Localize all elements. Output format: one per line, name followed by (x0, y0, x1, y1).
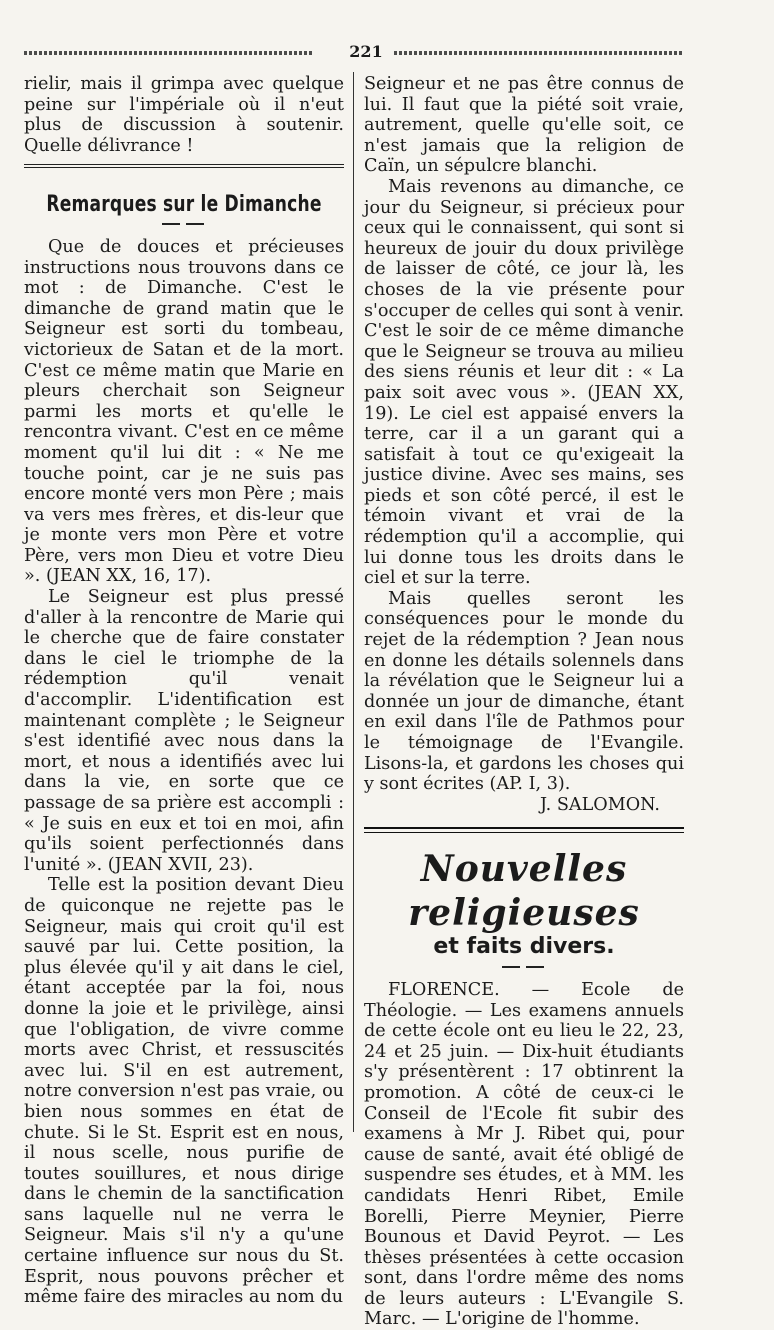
page-number: 221 (349, 42, 383, 61)
news-subheading: et faits divers. (433, 934, 615, 960)
header-ornament-left (24, 51, 314, 55)
article-paragraph: Telle est la position devant Dieu de quiconque ne rejette pas le Seigneur, mais qui croit qu'il est sauvé par lui. Cette position, la plus élevée qu'il y ait dans le ciel, étant acceptée par la foi, nous donne la joie et le privilège, ainsi que l'obligation, de vivre comme morts avec Christ, et ressuscités avec lui. S'il en est autrement, notre conversion n'est pas vraie, ou bien nous sommes en état de chute. Si le St. Esprit est en nous, il nous scelle, nous purifie de toutes souillures, et nous dirige dans le chemin de la sanctification sans laquelle nul ne verra le Seigneur. Mais s'il n'y a qu'une certaine influence sur nous du St. Esprit, nous pouvons prêcher et même faire des miracles au nom du (24, 875, 344, 1308)
article-paragraph: Mais quelles seront les conséquences pour le monde du rejet de la rédemption ? Jean nous en donne les détails solennels dans la révélation que le Seigneur lui a donnée un jour de dimanche, étant en exil dans l'île de Pathmos pour le témoignage de l'Evangile. Lisons-la, et gardons les choses qui y sont écrites (AP. I, 3). (364, 588, 684, 795)
article-paragraph: Le Seigneur est plus pressé d'aller à la rencontre de Marie qui le cherche que de faire constater dans le ciel le triomphe de la rédemption qu'il venait d'accomplir. L'identification est maintenant complète ; le Seigneur s'est identifié avec nous dans la mort, et nous a identifiés avec lui dans la vie, en sorte que ce passage de sa prière est accompli : « Je suis en eux et toi en moi, afin qu'ils soient perfectionnés dans l'unité ». (JEAN XVII, 23). (24, 587, 344, 875)
header-ornament-right (394, 51, 684, 55)
article-title: Remarques sur le Dimanche (46, 191, 322, 217)
section-rule (24, 164, 344, 168)
news-paragraph: FLORENCE. — Ecole de Théologie. — Les examens annuels de cette école ont eu lieu le 22, 23, 24 et 25 juin. — Dix-huit étudiants s'y présentèrent : 17 obtinrent la promotion. A côté de ceux-ci le Conseil de l'Ecole fit subir des examens à Mr J. Ribet qui, pour cause de santé, avait été obligé de suspendre ses études, et à MM. les candidats Henri Ribet, Emile Borelli, Pierre Meynier, Pierre Bounous et David Peyrot. — Les thèses présentées à cette occasion sont, dans l'ordre même des noms de leurs auteurs : L'Evangile S. Marc. — L'origine de l'homme. (364, 979, 684, 1330)
section-rule (364, 827, 684, 833)
news-heading: Nouvelles religieuses (408, 848, 640, 935)
title-dash-rule (502, 966, 546, 968)
continued-text: rielir, mais il grimpa avec quelque peine sur l'impériale où il n'eut plus de discussion à soutenir. Quelle délivrance ! (24, 74, 344, 156)
continued-text: Seigneur et ne pas être connus de lui. Il faut que la piété soit vraie, autrement, quelle qu'elle soit, ce n'est jamais que la religion de Caïn, un sépulcre blanchi. (364, 74, 684, 177)
right-column (364, 74, 684, 1330)
left-column (24, 74, 344, 1308)
page-header (24, 44, 684, 60)
title-dash-rule (162, 223, 206, 225)
column-divider (353, 72, 354, 1132)
author-signature: J. SALOMON. (539, 794, 660, 815)
article-paragraph: Que de douces et précieuses instructions nous trouvons dans ce mot : de Dimanche. C'est le dimanche de grand matin que le Seigneur est sorti du tombeau, victorieux de Satan et de la mort. C'est ce même matin que Marie en pleurs cherchait son Seigneur parmi les morts et qu'elle le rencontra vivant. C'est en ce même moment qu'il lui dit : « Ne me touche point, car je ne suis pas encore monté vers mon Père ; mais va vers mes frères, et dis-leur que je monte vers mon Père et votre Père, vers mon Dieu et votre Dieu ». (JEAN XX, 16, 17). (24, 236, 344, 587)
article-paragraph: Mais revenons au dimanche, ce jour du Seigneur, si précieux pour ceux qui le connaissent, qui sont si heureux de jouir du doux privilège de laisser de côté, ce jour là, les choses de la vie présente pour s'occuper de celles qui sont à venir. C'est le soir de ce même dimanche que le Seigneur se trouva au milieu des siens réunis et leur dit : « La paix soit avec vous ». (JEAN XX, 19). Le ciel est appaisé envers la terre, car il a un garant qui a satisfait à tout ce qu'exigeait la justice divine. Avec ses mains, ses pieds et son côté percé, il est le témoin vivant et vrai de la rédemption qu'il a accomplie, qui lui donne tous les droits dans le ciel et sur la terre. (364, 176, 684, 589)
